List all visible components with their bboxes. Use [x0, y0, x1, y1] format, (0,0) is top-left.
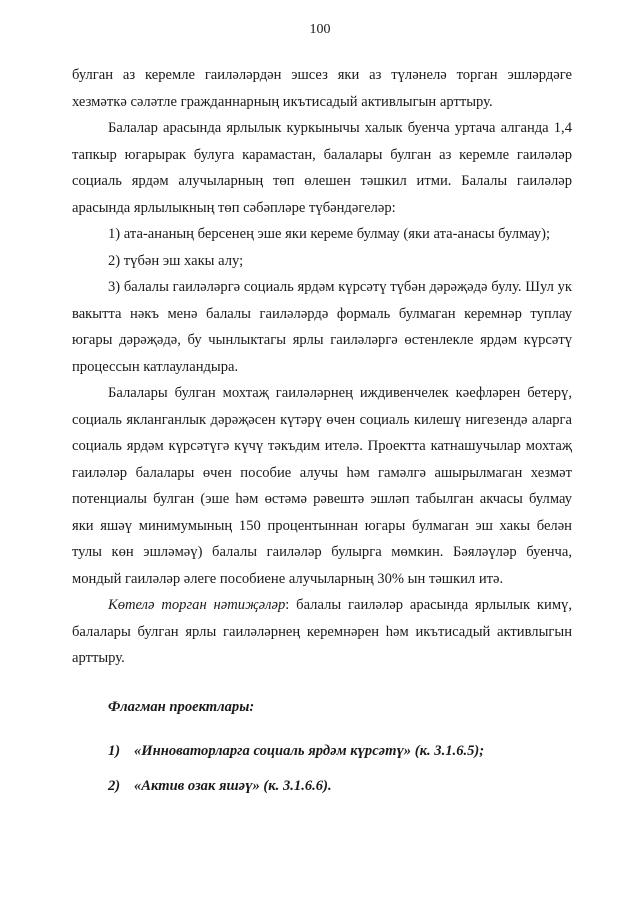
paragraph-poverty-risk: Балалар арасында ярлылык куркынычы халык буенча уртача алганда 1,4 тапкыр югарырак булуга карамастан, балалары булган аз керемле гаиләләр социаль ярдәм алучыларның төп өлешен тәшкил итми. Балалы гаиләләр арасында ярлылыкның төп сәбәпләре түбәндәгеләр: — [72, 120, 572, 216]
list-item-1: 1) ата-ананың берсенең эше яки кереме булмау (яки ата-анасы булмау); — [108, 226, 551, 242]
flagship-item-text: «Инноваторларга социаль ярдәм күрсәтү» (к. 3.1.6.5); — [134, 743, 485, 759]
document-body — [72, 62, 572, 807]
expected-results-text: : балалы гаиләләр арасында ярлылык кимү, балалары булган ярлы гаиләләрнең керемнәрен һәм икътисадый активлыгын арттыру. — [72, 597, 572, 666]
page-number: 100 — [309, 22, 331, 37]
flagship-projects — [72, 694, 572, 800]
flagship-item-2 — [108, 773, 572, 800]
list-item-3: 3) балалы гаиләләргә социаль ярдәм күрсәтү түбән дәрәҗәдә булу. Шул ук вакытта нәкъ менә балалы гаиләләрдә формаль булмаган керемнәр туплау югары дәрәҗәдә, бу чынлыктагы ярлы гаиләләргә өстенлекле ярдәм күрсәтү процессын катлауландыра. — [72, 279, 572, 375]
list-item-2: 2) түбән эш хакы алу; — [108, 252, 244, 269]
flagship-item-text: «Актив озак яшәү» (к. 3.1.6.6). — [134, 777, 332, 794]
expected-results-label: Көтелә торган нәтиҗәләр — [108, 597, 286, 613]
paragraph-continuation: булган аз керемле гаиләләрдән эшсез яки аз түләнелә торган эшләрдәге хезмәткә сәләтле гражданнарның икътисадый активлыгын арттыру. — [72, 67, 572, 110]
flagship-title: Флагман проектлары: — [108, 698, 255, 715]
flagship-item-number: 1) — [108, 743, 121, 759]
flagship-item-number: 2) — [108, 777, 121, 794]
flagship-item-1 — [108, 738, 572, 765]
paragraph-expected-results — [72, 592, 572, 672]
paragraph-social-contract: Балалары булган мохтаҗ гаиләләрнең иждивенчелек кәефләрен бетерү, социаль якланганлык дәрәҗәсен күтәрү өчен социаль килешү нигезендә аларга социаль ярдәм күрсәтүгә күчү тәкъдим ителә. Проектта катнашучылар мохтаҗ гаиләләр балалары өчен пособие алучы һәм гамәлгә ашырылмаган хезмәт потенциалы булган (эше һәм өстәмә рәвештә эшләп табылган акчасы булмау яки яшәү минимумының 150 процентыннан югары булмаган эш хакы белән тулы көн эшләмәү) балалы гаиләләр булырга мөмкин. Бәяләүләр буенча, мондый гаиләләр әлеге пособиене алучыларның 30% ын тәшкил итә. — [72, 385, 572, 587]
